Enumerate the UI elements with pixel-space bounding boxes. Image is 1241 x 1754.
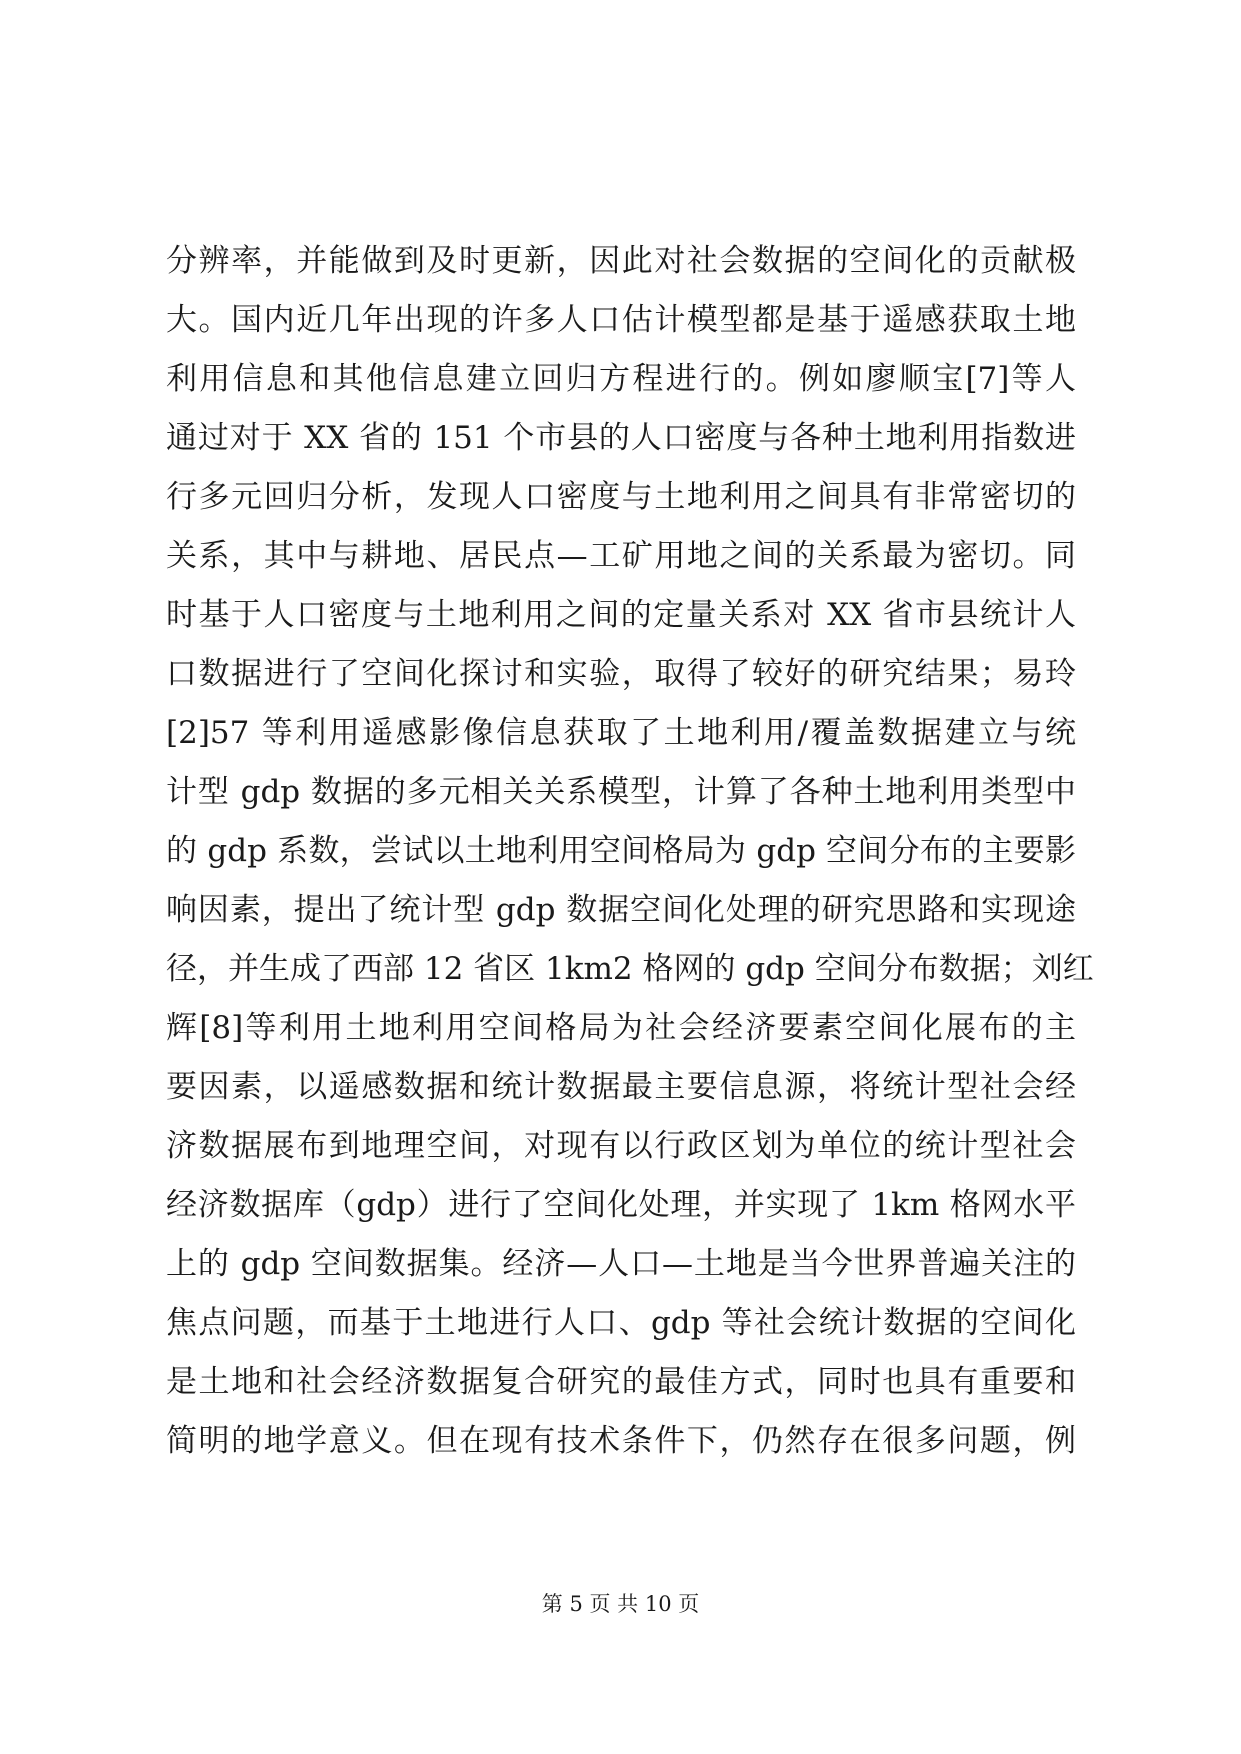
text-line-8: 口数据进行了空间化探讨和实验，取得了较好的研究结果；易玲 xyxy=(166,656,1076,692)
text-line-3: 利用信息和其他信息建立回归方程进行的。例如廖顺宝[7]等人 xyxy=(166,361,1076,397)
text-line-7: 时基于人口密度与土地利用之间的定量关系对 XX 省市县统计人 xyxy=(166,597,1076,633)
text-line-11: 的 gdp 系数，尝试以土地利用空间格局为 gdp 空间分布的主要影 xyxy=(166,833,1076,869)
text-line-10: 计型 gdp 数据的多元相关关系模型，计算了各种土地利用类型中 xyxy=(166,774,1076,810)
text-line-4: 通过对于 XX 省的 151 个市县的人口密度与各种土地利用指数进 xyxy=(166,420,1076,456)
text-line-17: 经济数据库（gdp）进行了空间化处理，并实现了 1km 格网水平 xyxy=(166,1187,1076,1223)
text-line-6: 关系，其中与耕地、居民点—工矿用地之间的关系最为密切。同 xyxy=(166,538,1076,574)
text-line-5: 行多元回归分析，发现人口密度与土地利用之间具有非常密切的 xyxy=(166,479,1076,515)
text-line-13: 径，并生成了西部 12 省区 1km2 格网的 gdp 空间分布数据；刘红 xyxy=(166,951,1094,987)
body-text xyxy=(166,232,1094,1471)
text-line-19: 焦点问题，而基于土地进行人口、gdp 等社会统计数据的空间化 xyxy=(166,1305,1076,1341)
text-line-9: [2]57 等利用遥感影像信息获取了土地利用/覆盖数据建立与统 xyxy=(166,715,1076,751)
text-line-21: 简明的地学意义。但在现有技术条件下，仍然存在很多问题，例 xyxy=(166,1423,1076,1459)
text-line-15: 要因素，以遥感数据和统计数据最主要信息源，将统计型社会经 xyxy=(166,1069,1076,1105)
text-line-18: 上的 gdp 空间数据集。经济—人口—土地是当今世界普遍关注的 xyxy=(166,1246,1076,1282)
text-line-1: 分辨率，并能做到及时更新，因此对社会数据的空间化的贡献极 xyxy=(166,243,1076,279)
text-line-12: 响因素，提出了统计型 gdp 数据空间化处理的研究思路和实现途 xyxy=(166,892,1076,928)
text-line-16: 济数据展布到地理空间，对现有以行政区划为单位的统计型社会 xyxy=(166,1128,1076,1164)
page-footer: 第 5 页 共 10 页 xyxy=(541,1592,700,1616)
text-line-2: 大。国内近几年出现的许多人口估计模型都是基于遥感获取土地 xyxy=(166,302,1076,338)
text-line-20: 是土地和社会经济数据复合研究的最佳方式，同时也具有重要和 xyxy=(166,1364,1076,1400)
text-line-14: 辉[8]等利用土地利用空间格局为社会经济要素空间化展布的主 xyxy=(166,1010,1076,1046)
